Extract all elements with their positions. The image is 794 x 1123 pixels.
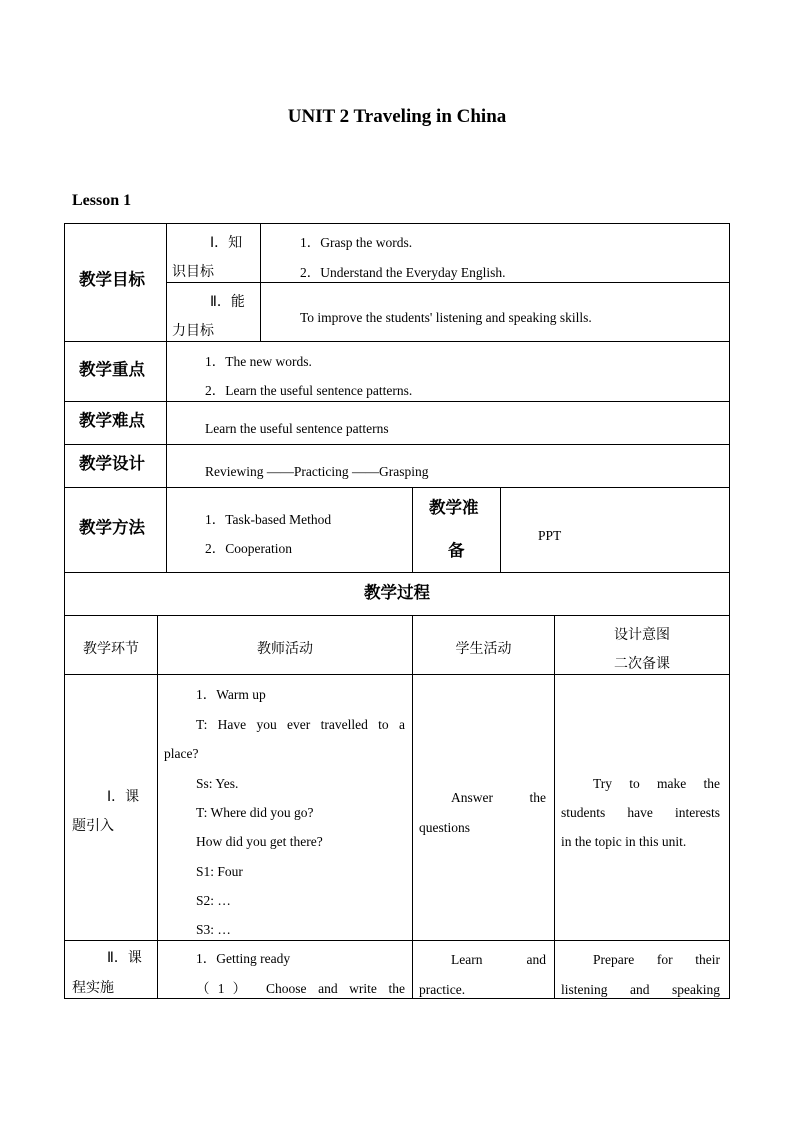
prep-label-line1: 教学准 — [429, 498, 479, 517]
teacher-line: T: Have you ever travelled to a — [196, 717, 405, 732]
teacher-line: How did you get there? — [196, 834, 323, 849]
key-points-label: 教学重点 — [79, 360, 145, 379]
stage-label-line2: 题引入 — [72, 818, 114, 834]
column-header-student: 学生活动 — [455, 641, 512, 657]
teacher-line: Ss: Yes. — [196, 776, 239, 791]
process-heading: 教学过程 — [364, 583, 430, 602]
intent-line: Prepare for their — [593, 952, 720, 967]
table-row — [64, 674, 158, 941]
prep-label-line2: 备 — [448, 541, 465, 560]
stage-label-line1: Ⅰ．课 — [107, 789, 140, 805]
teacher-line: 1．Warm up — [196, 687, 266, 702]
intent-line: listening and speaking — [561, 982, 720, 997]
intent-line: students have interests — [561, 805, 720, 820]
student-line: Answer the — [451, 790, 546, 805]
column-header-teacher: 教师活动 — [257, 641, 313, 657]
stage-label-line1: Ⅱ．课 — [107, 950, 142, 966]
method-item: 1．Task-based Method — [205, 512, 332, 527]
student-line: Learn and — [451, 952, 546, 967]
knowledge-item: 1．Grasp the words. — [300, 235, 413, 250]
knowledge-item: 2．Understand the Everyday English. — [300, 265, 506, 280]
key-point-item: 1．The new words. — [205, 354, 312, 369]
teacher-line: S2: … — [196, 893, 231, 908]
methods-label: 教学方法 — [79, 518, 145, 537]
student-line: questions — [419, 820, 471, 835]
column-header-revision: 二次备课 — [614, 656, 670, 672]
lesson-heading: Lesson 1 — [72, 192, 132, 209]
design-text: Reviewing ——Practicing ——Grasping — [205, 464, 429, 479]
teacher-line: 1．Getting ready — [196, 951, 291, 966]
key-point-item: 2．Learn the useful sentence patterns. — [205, 383, 413, 398]
student-activity-cell — [412, 674, 555, 941]
intent-line: in the topic in this unit. — [561, 834, 687, 849]
knowledge-label-line2: 识目标 — [172, 264, 214, 280]
prep-value-cell — [500, 487, 730, 573]
teacher-line: S3: … — [196, 922, 231, 937]
methods-cell — [166, 487, 413, 573]
objectives-label: 教学目标 — [79, 270, 145, 289]
design-label: 教学设计 — [79, 454, 145, 473]
teacher-line: place? — [164, 746, 199, 761]
stage-label-line2: 程实施 — [72, 980, 114, 996]
teacher-line: S1: Four — [196, 864, 243, 879]
ability-text: To improve the students' listening and speaking skills. — [300, 310, 592, 325]
difficulties-text: Learn the useful sentence patterns — [205, 421, 389, 436]
ability-label-line1: Ⅱ．能 — [210, 294, 245, 310]
prep-value: PPT — [538, 528, 562, 543]
document-title: UNIT 2 Traveling in China — [287, 106, 507, 127]
column-header-stage: 教学环节 — [83, 641, 139, 657]
column-header-intent: 设计意图 — [614, 627, 670, 643]
student-line: practice. — [419, 982, 466, 997]
difficulties-label: 教学难点 — [79, 411, 145, 430]
teacher-line: （1） Choose and write the — [196, 981, 405, 996]
ability-label-line2: 力目标 — [172, 323, 214, 339]
knowledge-label-line1: Ⅰ．知 — [210, 235, 243, 251]
method-item: 2．Cooperation — [205, 541, 292, 556]
intent-line: Try to make the — [593, 776, 720, 791]
teacher-line: T: Where did you go? — [196, 805, 314, 820]
